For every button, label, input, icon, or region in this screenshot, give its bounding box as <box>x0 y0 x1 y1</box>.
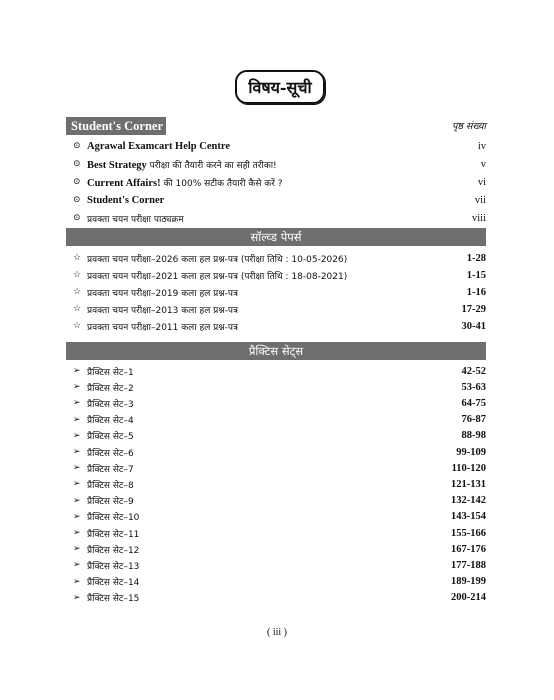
toc-row <box>73 211 486 225</box>
practice-sets-heading: प्रैक्टिस सेट्स <box>66 342 486 360</box>
bullet-icon: ➢ <box>73 382 81 393</box>
toc-page-number: 99-109 <box>456 446 486 458</box>
toc-row <box>73 139 486 153</box>
toc-entry-text: प्रवक्ता चयन परीक्षा–2011 कला हल प्रश्न-पत्र <box>87 322 238 333</box>
bullet-icon: ☆ <box>73 253 82 263</box>
toc-row <box>73 413 486 427</box>
toc-row <box>73 494 486 508</box>
bullet-icon: ➢ <box>73 398 81 409</box>
toc-row <box>73 268 486 282</box>
toc-page-number: 189-199 <box>451 576 486 588</box>
bullet-icon: ➢ <box>73 495 81 506</box>
toc-row <box>73 510 486 524</box>
toc-entry-text: प्रवक्ता चयन परीक्षा–2021 कला हल प्रश्न-पत्र (परीक्षा तिथि : 18-08-2021) <box>87 271 348 282</box>
toc-page-number: 88-98 <box>461 430 486 442</box>
bullet-icon: ⊙ <box>73 195 81 205</box>
toc-row <box>73 542 486 556</box>
toc-page-number: 17-29 <box>461 303 486 315</box>
toc-page-number: 76-87 <box>461 414 486 426</box>
toc-page-number: 1-15 <box>466 269 486 281</box>
toc-entry-text <box>87 158 426 171</box>
toc-row <box>73 285 486 299</box>
bullet-icon: ⊙ <box>73 177 81 187</box>
toc-entry-text <box>87 195 426 206</box>
bullet-icon: ➢ <box>73 528 81 538</box>
toc-row <box>73 193 486 207</box>
toc-row <box>73 526 486 540</box>
toc-entry-text: प्रवक्ता चयन परीक्षा–2019 कला हल प्रश्न-पत्र <box>87 288 238 299</box>
toc-row <box>73 461 486 475</box>
toc-page-number: 177-188 <box>451 559 486 571</box>
toc-entry-bold: Agrawal Examcart Help Centre <box>87 140 230 152</box>
toc-entry-rest: की 100% सटीक तैयारी कैसे करें ? <box>160 178 283 189</box>
toc-page-number: v <box>480 158 486 170</box>
toc-entry-text: प्रैक्टिस सेट–15 <box>87 594 140 605</box>
toc-page-number: 167-176 <box>451 543 486 555</box>
toc-row <box>73 575 486 589</box>
bullet-icon: ➢ <box>73 463 81 474</box>
bullet-icon: ➢ <box>73 560 81 571</box>
toc-row <box>73 445 486 459</box>
bullet-icon: ➢ <box>73 544 81 555</box>
toc-page-number: iv <box>477 140 486 152</box>
bullet-icon: ⊙ <box>73 213 81 223</box>
toc-row <box>73 251 486 265</box>
toc-entry-text: प्रवक्ता चयन परीक्षा–2026 कला हल प्रश्न-पत्र (परीक्षा तिथि : 10-05-2026) <box>87 254 348 265</box>
bullet-icon: ➢ <box>73 366 81 376</box>
toc-entry-text: प्रैक्टिस सेट–10 <box>87 513 140 524</box>
page-footer-number: ( iii ) <box>267 627 287 638</box>
toc-entry-text: प्रैक्टिस सेट–14 <box>87 578 140 589</box>
toc-entry-text: प्रैक्टिस सेट–9 <box>87 497 134 508</box>
bullet-icon: ☆ <box>73 270 82 280</box>
toc-entry-text: प्रैक्टिस सेट–8 <box>87 480 134 491</box>
toc-row <box>73 319 486 333</box>
toc-entry-text <box>87 141 426 152</box>
toc-entry-bold: Best Strategy <box>87 159 147 171</box>
toc-page-number: vii <box>474 194 486 206</box>
toc-page-number: 110-120 <box>451 462 486 474</box>
toc-page-number: 1-28 <box>466 252 486 264</box>
toc-entry-text: प्रैक्टिस सेट–5 <box>87 432 134 443</box>
page-title: विषय-सूची <box>235 70 325 104</box>
toc-row <box>73 429 486 443</box>
toc-entry-bold: Student's Corner <box>87 194 165 206</box>
toc-entry-text: प्रैक्टिस सेट–1 <box>87 367 134 378</box>
toc-row <box>73 364 486 378</box>
toc-page-number: 143-154 <box>451 511 486 523</box>
toc-entry-text: प्रैक्टिस सेट–6 <box>87 448 134 459</box>
bullet-icon: ☆ <box>73 304 82 314</box>
bullet-icon: ⊙ <box>73 159 81 169</box>
toc-page-number: viii <box>471 212 486 224</box>
toc-entry-rest: परीक्षा की तैयारी करने का सही तरीका! <box>146 160 277 171</box>
toc-page-number: 132-142 <box>451 495 486 507</box>
toc-entry-text: प्रैक्टिस सेट–4 <box>87 416 134 427</box>
bullet-icon: ⊙ <box>73 141 81 151</box>
toc-page-number: 64-75 <box>461 397 486 409</box>
toc-page-number: 53-63 <box>461 381 486 393</box>
bullet-icon: ➢ <box>73 511 81 522</box>
toc-entry-bold: Current Affairs! <box>87 177 161 189</box>
toc-entry-text: प्रैक्टिस सेट–7 <box>87 464 134 475</box>
toc-page-number: vi <box>477 176 486 188</box>
toc-row <box>73 477 486 491</box>
toc-entry-rest: प्रवक्ता चयन परीक्षा पाठ्यक्रम <box>87 214 184 225</box>
toc-entry-text: प्रैक्टिस सेट–11 <box>87 529 140 540</box>
bullet-icon: ☆ <box>73 287 82 297</box>
toc-page-number: 1-16 <box>466 286 486 298</box>
bullet-icon: ➢ <box>73 592 81 603</box>
toc-entry-text: प्रैक्टिस सेट–2 <box>87 383 134 394</box>
toc-entry-text: प्रैक्टिस सेट–12 <box>87 545 140 556</box>
toc-row <box>73 175 486 189</box>
bullet-icon: ➢ <box>73 447 81 457</box>
toc-row <box>73 591 486 605</box>
toc-page-number: 30-41 <box>461 320 486 332</box>
toc-entry-text: प्रवक्ता चयन परीक्षा–2013 कला हल प्रश्न-पत्र <box>87 305 238 316</box>
students-corner-heading: Student's Corner <box>66 117 166 135</box>
toc-page-number: 155-166 <box>451 527 486 539</box>
toc-entry-text <box>87 176 426 189</box>
toc-row <box>73 157 486 171</box>
toc-page-number: 200-214 <box>451 592 486 604</box>
bullet-icon: ➢ <box>73 430 81 441</box>
bullet-icon: ➢ <box>73 414 81 425</box>
toc-entry-text: प्रैक्टिस सेट–13 <box>87 561 140 572</box>
toc-page-number: 42-52 <box>461 365 486 377</box>
toc-row <box>73 558 486 572</box>
toc-row <box>73 396 486 410</box>
page-number-label: पृष्ठ संख्या <box>452 121 486 132</box>
toc-entry-text <box>87 212 426 225</box>
toc-entry-text: प्रैक्टिस सेट–3 <box>87 399 134 410</box>
solved-papers-heading: सॉल्व्ड पेपर्स <box>66 228 486 246</box>
toc-row <box>73 302 486 316</box>
toc-page-number: 121-131 <box>451 478 486 490</box>
toc-row <box>73 380 486 394</box>
bullet-icon: ➢ <box>73 576 81 587</box>
bullet-icon: ➢ <box>73 479 81 490</box>
bullet-icon: ☆ <box>73 321 82 331</box>
